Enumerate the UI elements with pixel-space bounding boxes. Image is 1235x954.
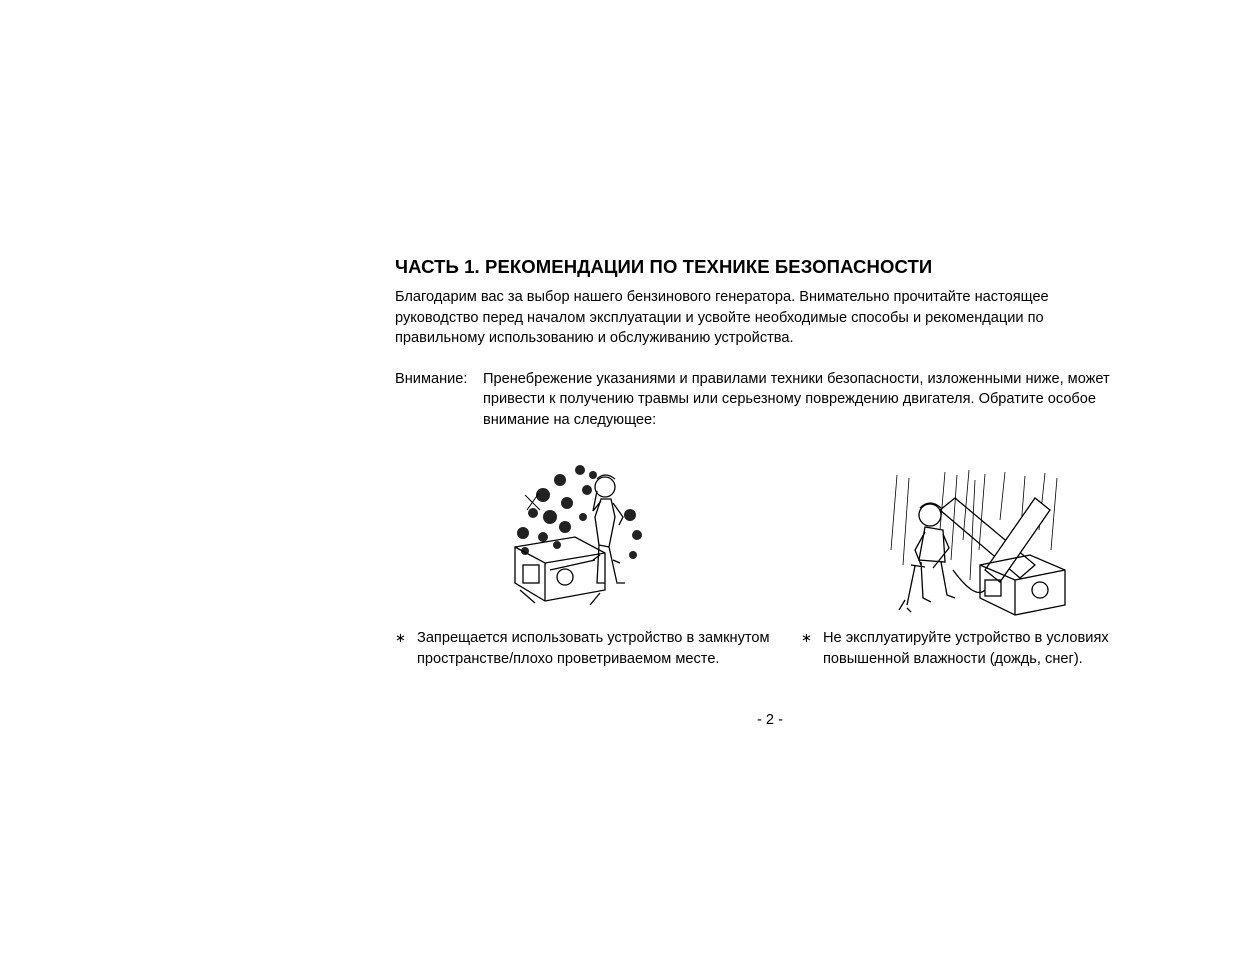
asterisk-icon: ∗ [395,630,406,645]
warning-text: Пренебрежение указаниями и правилами техники безопасности, изложенными ниже, может привести к получению травмы или серьезному повреждению двигателя. Обратите особое внимание на следующее: [483,370,1110,428]
page-content [395,255,1155,430]
page-number: - 2 - [757,712,783,728]
bullet-humidity [801,628,1146,669]
warning-label: Внимание: [395,370,468,387]
asterisk-icon: ∗ [801,630,812,645]
rain-illustration [885,470,1075,618]
bullet-text: Не эксплуатируйте устройство в условиях повышенной влажности (дождь, снег). [823,630,1109,667]
cross-mark [940,498,1050,582]
person-drawing [899,503,955,612]
intro-paragraph: Благодарим вас за выбор нашего бензинового генератора. Внимательно прочитайте настоящее руководство перед началом эксплуатации и усвойте необходимые способы и рекомендации по правильному использованию и обслуживанию устройства. [395,289,1049,346]
exhaust-fumes [517,465,642,559]
bullet-enclosed-space [395,628,775,669]
section-title: ЧАСТЬ 1. РЕКОМЕНДАЦИИ ПО ТЕХНИКЕ БЕЗОПАСНОСТИ [395,256,933,277]
warning-block [395,369,1155,431]
person-drawing [593,475,625,583]
enclosed-space-illustration [505,455,650,607]
bullet-text: Запрещается использовать устройство в замкнутом пространстве/плохо проветриваемом месте. [417,630,770,667]
